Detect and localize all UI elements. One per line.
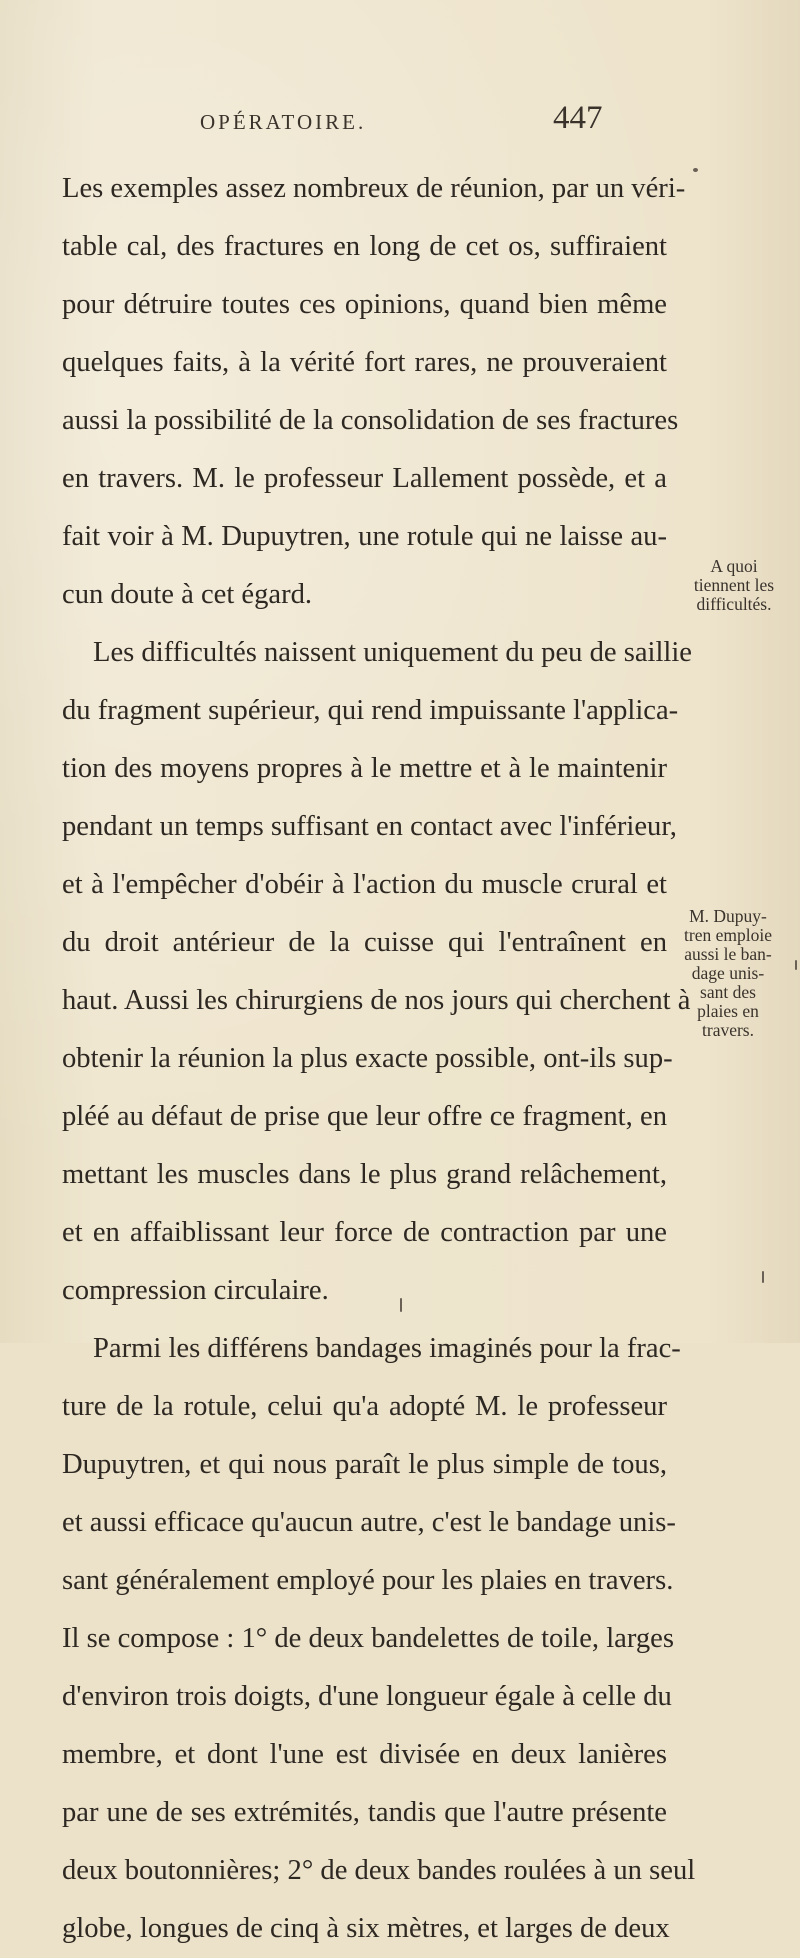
text-line: Parmi les différens bandages imaginés pour la frac- — [93, 1333, 681, 1364]
text-line: globe, longues de cinq à six mètres, et larges de deux — [62, 1913, 670, 1944]
text-line: et aussi efficace qu'aucun autre, c'est le bandage unis- — [62, 1507, 676, 1538]
margin-note-line: dage unis- — [691, 963, 765, 983]
text-line: aussi la possibilité de la consolidation de ses fractures — [62, 405, 679, 436]
paragraph-1 — [62, 160, 686, 624]
text-line: ture de la rotule, celui qu'a adopté M. le professeur — [62, 1391, 667, 1422]
margin-note-line: plaies en — [697, 1001, 759, 1021]
margin-note-difficulties — [685, 557, 783, 614]
main-text — [62, 160, 696, 1958]
paper-speck — [400, 1298, 402, 1312]
margin-note-line: aussi le ban- — [684, 944, 772, 964]
running-title: OPÉRATOIRE. — [200, 110, 367, 134]
paper-speck — [693, 168, 698, 172]
text-line: mettant les muscles dans le plus grand relâchement, — [62, 1159, 667, 1190]
text-line: en travers. M. le professeur Lallement possède, et a — [62, 463, 667, 494]
text-line: membre, et dont l'une est divisée en deux lanières — [62, 1739, 667, 1770]
paper-speck — [762, 1271, 764, 1283]
margin-note-line: tren emploie — [684, 925, 772, 945]
text-line: cun doute à cet égard. — [62, 579, 313, 610]
text-line: pour détruire toutes ces opinions, quand bien même — [62, 289, 667, 320]
margin-note-line: tiennent les — [693, 575, 775, 595]
text-line: compression circulaire. — [62, 1275, 329, 1306]
text-line: par une de ses extrémités, tandis que l'autre présente — [62, 1797, 667, 1828]
margin-note-line: difficultés. — [696, 594, 772, 614]
text-line: Les exemples assez nombreux de réunion, par un véri- — [62, 173, 686, 204]
margin-note-line: sant des — [700, 982, 756, 1002]
page-header — [200, 98, 630, 146]
text-line: pléé au défaut de prise que leur offre ce fragment, en — [62, 1101, 667, 1132]
text-line: deux boutonnières; 2° de deux bandes roulées à un seul — [62, 1855, 696, 1886]
text-line: Dupuytren, et qui nous paraît le plus simple de tous, — [62, 1449, 667, 1480]
margin-note-line: A quoi — [710, 556, 758, 576]
text-line: du droit antérieur de la cuisse qui l'entraînent en — [62, 927, 667, 958]
text-line: et à l'empêcher d'obéir à l'action du muscle crural et — [62, 869, 667, 900]
text-line: obtenir la réunion la plus exacte possible, ont-ils sup- — [62, 1043, 673, 1074]
text-line: table cal, des fractures en long de cet os, suffiraient — [62, 231, 667, 262]
text-line: sant généralement employé pour les plaies en travers. — [62, 1565, 674, 1596]
text-line: fait voir à M. Dupuytren, une rotule qui ne laisse au- — [62, 521, 667, 552]
text-line: tion des moyens propres à le mettre et à le maintenir — [62, 753, 667, 784]
margin-note-line: travers. — [702, 1020, 754, 1040]
text-line: du fragment supérieur, qui rend impuissante l'applica- — [62, 695, 679, 726]
paper-speck — [795, 960, 797, 970]
text-line: Les difficultés naissent uniquement du peu de saillie — [93, 637, 693, 668]
text-line: quelques faits, à la vérité fort rares, ne prouveraient — [62, 347, 667, 378]
page-number: 447 — [553, 100, 603, 136]
text-line: Il se compose : 1° de deux bandelettes de toile, larges — [62, 1623, 674, 1654]
margin-note-bandage — [678, 907, 778, 1040]
text-line: haut. Aussi les chirurgiens de nos jours qui cherchent à — [62, 985, 691, 1016]
text-line: et en affaiblissant leur force de contraction par une — [62, 1217, 667, 1248]
margin-note-line: M. Dupuy- — [689, 906, 767, 926]
text-line: pendant un temps suffisant en contact avec l'inférieur, — [62, 811, 677, 842]
paragraph-3 — [62, 1320, 696, 1958]
paragraph-2 — [62, 624, 693, 1320]
text-line: d'environ trois doigts, d'une longueur égale à celle du — [62, 1681, 672, 1712]
